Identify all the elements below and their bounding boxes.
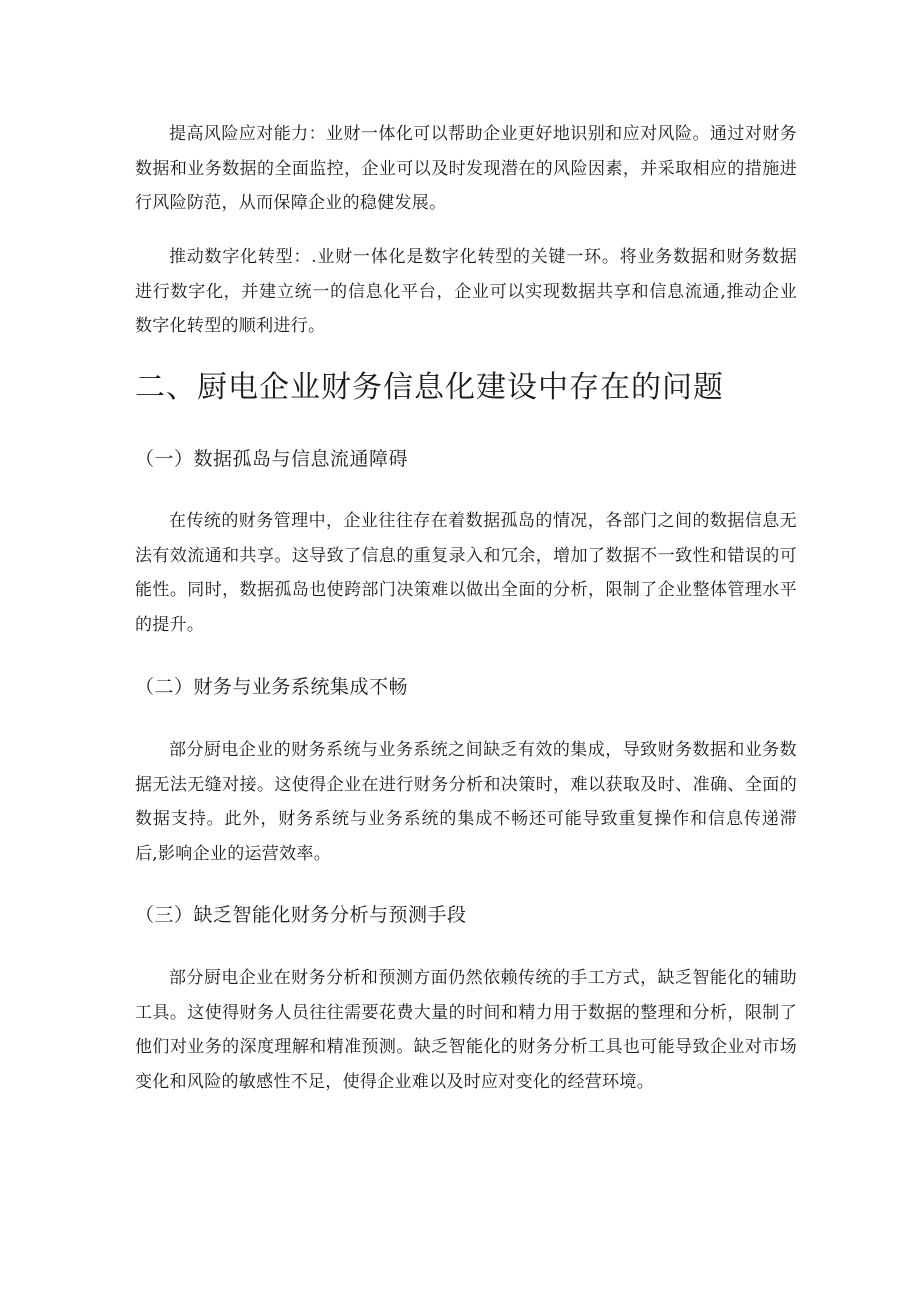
subheading-intelligent-analysis: （三）缺乏智能化财务分析与预测手段: [135, 904, 467, 926]
paragraph-risk-response: 提高风险应对能力：业财一体化可以帮助企业更好地识别和应对风险。通过对财务数据和业务数据的全面监控，企业可以及时发现潜在的风险因素，并采取相应的措施进行风险防范，从而保障企业的稳健发展。: [135, 124, 797, 213]
subheading-system-integration: （二）财务与业务系统集成不畅: [135, 676, 409, 698]
section-heading: 二、厨电企业财务信息化建设中存在的问题: [135, 370, 724, 405]
paragraph-digital-transformation: 推动数字化转型：.业财一体化是数字化转型的关键一环。将业务数据和财务数据进行数字化，并建立统一的信息化平台，企业可以实现数据共享和信息流通,推动企业数字化转型的顺利进行。: [135, 247, 797, 336]
subheading-data-silos: （一）数据孤岛与信息流通障碍: [135, 448, 409, 470]
paragraph-system-integration: 部分厨电企业的财务系统与业务系统之间缺乏有效的集成，导致财务数据和业务数据无法无缝对接。这使得企业在进行财务分析和决策时，难以获取及时、准确、全面的数据支持。此外，财务系统与业务系统的集成不畅还可能导致重复操作和信息传递滞后,影响企业的运营效率。: [135, 740, 797, 864]
paragraph-data-silos: 在传统的财务管理中，企业往往存在着数据孤岛的情况，各部门之间的数据信息无法有效流通和共享。这导致了信息的重复录入和冗余，增加了数据不一致性和错误的可能性。同时，数据孤岛也使跨部门决策难以做出全面的分析，限制了企业整体管理水平的提升。: [135, 511, 797, 635]
paragraph-intelligent-analysis: 部分厨电企业在财务分析和预测方面仍然依赖传统的手工方式，缺乏智能化的辅助工具。这使得财务人员往往需要花费大量的时间和精力用于数据的整理和分析，限制了他们对业务的深度理解和精准预测。缺乏智能化的财务分析工具也可能导致企业对市场变化和风险的敏感性不足，使得企业难以及时应对变化的经营环境。: [135, 968, 797, 1092]
